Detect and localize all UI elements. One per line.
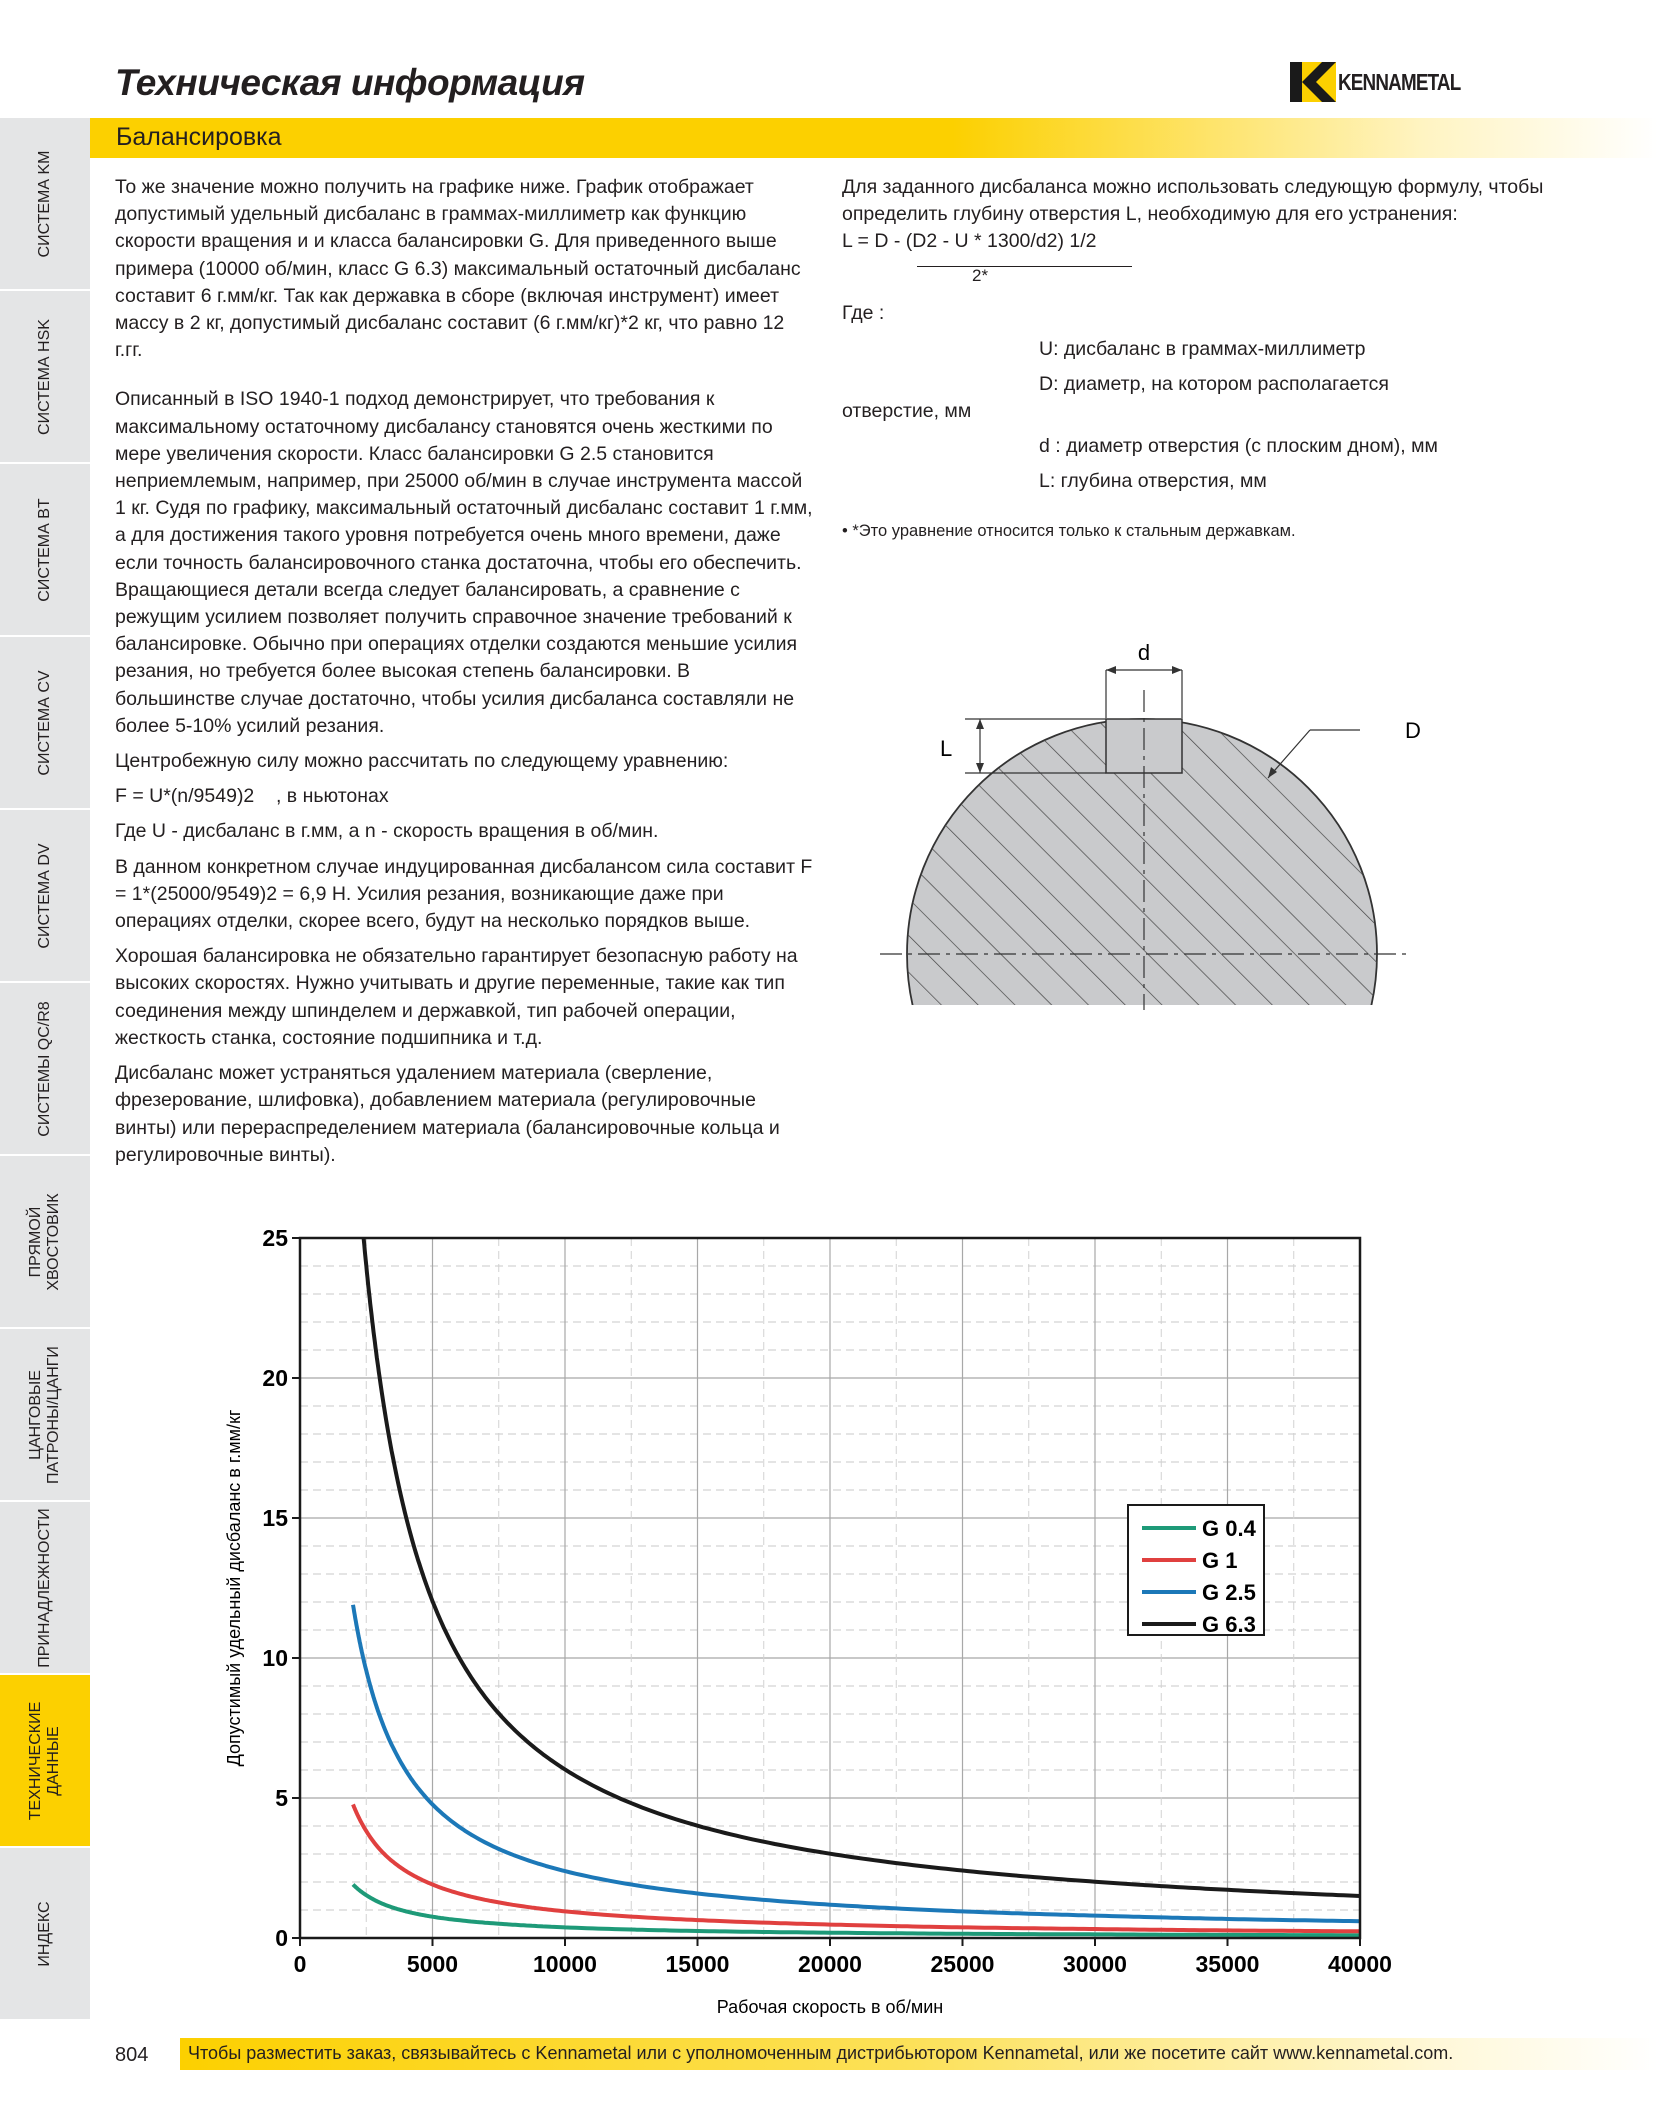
x-tick-label: 15000 — [665, 1951, 730, 1977]
x-tick-label: 40000 — [1328, 1951, 1392, 1977]
legend-label: G 1 — [1202, 1548, 1238, 1573]
sidebar-item-collet-chucks[interactable] — [0, 1329, 90, 1502]
sidebar-item-straight-shank[interactable] — [0, 1156, 90, 1329]
definition-L: L: глубина отверстия, мм — [1039, 470, 1267, 493]
force-formula: F = U*(n/9549)2 , в ньютонах — [115, 785, 389, 808]
legend-label: G 0.4 — [1202, 1516, 1256, 1541]
chart-svg — [210, 1220, 1410, 2020]
sidebar-item-technical-data[interactable] — [0, 1675, 90, 1848]
series-line-G25 — [353, 1605, 1360, 1921]
left-text-column — [115, 174, 815, 1177]
label-L: L — [940, 736, 953, 761]
definition-d: d : диаметр отверстия (с плоским дном), мм — [1039, 435, 1438, 458]
x-axis-label: Рабочая скорость в об/мин — [716, 1997, 944, 2017]
sidebar-item-dv[interactable] — [0, 810, 90, 983]
definition-D: D: диаметр, на котором располагается — [1039, 372, 1389, 395]
x-tick-label: 35000 — [1195, 1951, 1260, 1977]
y-tick-label: 25 — [262, 1225, 288, 1251]
sidebar-item-label: ПРЯМОЙ ХВОСТОВИК — [27, 1192, 62, 1291]
paragraph: Описанный в ISO 1940-1 подход демонстрирует, что требования к максимальному остаточному дисбалансу становятся очень жесткими по мере увеличения скорости. Класс балансировки G 2.5 становится неприемлемым, например, при 25000 об/мин в случае инструмента массой 1 кг. Судя по графику, максимальный остаточный дисбаланс составит 1 г.мм, а для достижения такого уровня потребуется очень много времени, даже если точность балансировочного станка достаточна, чтобы его обеспечить. Вращающиеся детали всегда следует балансировать, а сравнение с режущим усилием позволяет получить справочное значение требований к балансировке. Обычно при операциях отделки создаются меньшие усилия резания, но требуется более высокая степень балансировки. В большинстве случае достаточно, чтобы усилия дисбаланса составляли не более 5-10% усилий резания. — [115, 388, 813, 737]
x-tick-label: 30000 — [1063, 1951, 1127, 1977]
hole-diagram — [870, 640, 1430, 1015]
label-d: d — [1137, 640, 1151, 665]
logo-text: KENNAMETAL — [1338, 68, 1461, 95]
where-label: Где : — [842, 302, 885, 325]
sidebar-item-label: СИСТЕМА HSK — [36, 318, 53, 435]
x-tick-label: 25000 — [930, 1951, 995, 1977]
series-line-G1 — [353, 1804, 1360, 1931]
x-tick-label: 5000 — [406, 1951, 459, 1977]
paragraph: Где U - дисбаланс в г.мм, а n - скорость вращения в об/мин. — [115, 820, 659, 843]
y-axis-label: Допустимый удельный дисбаланс в г.мм/кг — [224, 1409, 244, 1767]
definition-D-cont: отверстие, мм — [842, 400, 972, 423]
sidebar-item-accessories[interactable] — [0, 1502, 90, 1675]
x-tick-label: 0 — [293, 1951, 307, 1977]
fraction-bar — [917, 266, 1132, 267]
y-tick-label: 20 — [262, 1365, 288, 1391]
footer-band — [180, 2038, 1658, 2070]
sidebar-item-label: СИСТЕМА DV — [36, 842, 53, 949]
label-D: D — [1405, 718, 1421, 743]
footnote: • *Это уравнение относится только к стальным державкам. — [842, 521, 1296, 540]
y-tick-label: 10 — [262, 1645, 288, 1671]
kennametal-k-icon — [1290, 62, 1336, 102]
section-title: Балансировка — [116, 123, 282, 151]
sidebar-tabs — [0, 118, 90, 2021]
sidebar-item-qc-r8[interactable] — [0, 983, 90, 1156]
paragraph: Для заданного дисбаланса можно использовать следующую формулу, чтобы определить глубину отверстия L, необходимую для его устранения: — [842, 176, 1544, 226]
sidebar-item-label: ЦАНГОВЫЕ ПАТРОНЫ/ЦАНГИ — [27, 1345, 62, 1484]
definition-u: U: дисбаланс в граммах-миллиметр — [1039, 337, 1366, 360]
y-tick-label: 5 — [275, 1785, 288, 1811]
balancing-chart — [210, 1220, 1410, 2025]
sidebar-item-index[interactable] — [0, 1848, 90, 2021]
sidebar-item-label: ТЕХНИЧЕСКИЕ ДАННЫЕ — [27, 1701, 62, 1820]
sidebar-item-hsk[interactable] — [0, 291, 90, 464]
page-number: 804 — [115, 2044, 149, 2066]
legend-label: G 2.5 — [1202, 1580, 1256, 1605]
right-text-column — [842, 174, 1562, 545]
sidebar-item-label: СИСТЕМА KM — [36, 150, 53, 257]
sidebar-item-cv[interactable] — [0, 637, 90, 810]
legend-label: G 6.3 — [1202, 1612, 1256, 1637]
sidebar-item-label: СИСТЕМА CV — [36, 669, 53, 776]
chart-legend — [1128, 1505, 1264, 1637]
sidebar-item-km[interactable] — [0, 118, 90, 291]
paragraph: Центробежную силу можно рассчитать по следующему уравнению: — [115, 750, 729, 773]
footer-text: Чтобы разместить заказ, связывайтесь с Kennametal или с уполномоченным дистрибьютором Kennametal, или же посетите сайт www.kennametal.com. — [188, 2043, 1454, 2063]
sidebar-item-label: СИСТЕМЫ QC/R8 — [36, 1000, 53, 1137]
sidebar-item-label: ИНДЕКС — [36, 1900, 53, 1967]
y-tick-label: 0 — [275, 1925, 288, 1951]
paragraph: В данном конкретном случае индуцированная дисбалансом сила составит F = 1*(25000/9549)2 = 6,9 Н. Усилия резания, возникающие даже при операциях отделки, скорее всего, будут на несколько порядков выше. — [115, 855, 813, 933]
formula-denominator: 2* — [972, 266, 989, 286]
sidebar-item-label: СИСТЕМА BT — [36, 497, 53, 602]
x-tick-label: 20000 — [798, 1951, 862, 1977]
paragraph: Дисбаланс может устраняться удалением материала (сверление, фрезерование, шлифовка), добавлением материала (регулировочные винты) или перераспределением материала (балансировочные кольца и регулировочные винты). — [115, 1062, 780, 1166]
x-tick-label: 10000 — [533, 1951, 597, 1977]
sidebar-item-bt[interactable] — [0, 464, 90, 637]
paragraph: Хорошая балансировка не обязательно гарантирует безопасную работу на высоких скоростях. Нужно учитывать и другие переменные, такие как тип соединения между шпинделем и державкой, тип рабочей операции, жесткость станка, состояние подшипника и т.д. — [115, 945, 798, 1049]
paragraph: То же значение можно получить на графике ниже. График отображает допустимый удельный дисбаланс в граммах-миллиметр как функцию скорости вращения и и класса балансировки G. Для приведенного выше примера (10000 об/мин, класс G 6.3) максимальный остаточный дисбаланс составит 6 г.мм/кг. Так как державка в сборе (включая инструмент) имеет массу в 2 кг, допустимый дисбаланс составит (6 г.мм/кг)*2 кг, что равно 12 г.гг. — [115, 176, 801, 362]
hole-diagram-svg — [870, 640, 1430, 1010]
section-header — [90, 118, 1658, 158]
depth-formula — [842, 228, 1562, 300]
formula-numerator: L = D - (D2 - U * 1300/d2) 1/2 — [842, 230, 1097, 253]
page-title: Техническая информация — [115, 62, 585, 103]
sidebar-item-label: ПРИНАДЛЕЖНОСТИ — [36, 1507, 53, 1668]
y-tick-label: 15 — [262, 1505, 288, 1531]
series-line-G04 — [353, 1885, 1360, 1936]
kennametal-logo — [1290, 62, 1487, 102]
